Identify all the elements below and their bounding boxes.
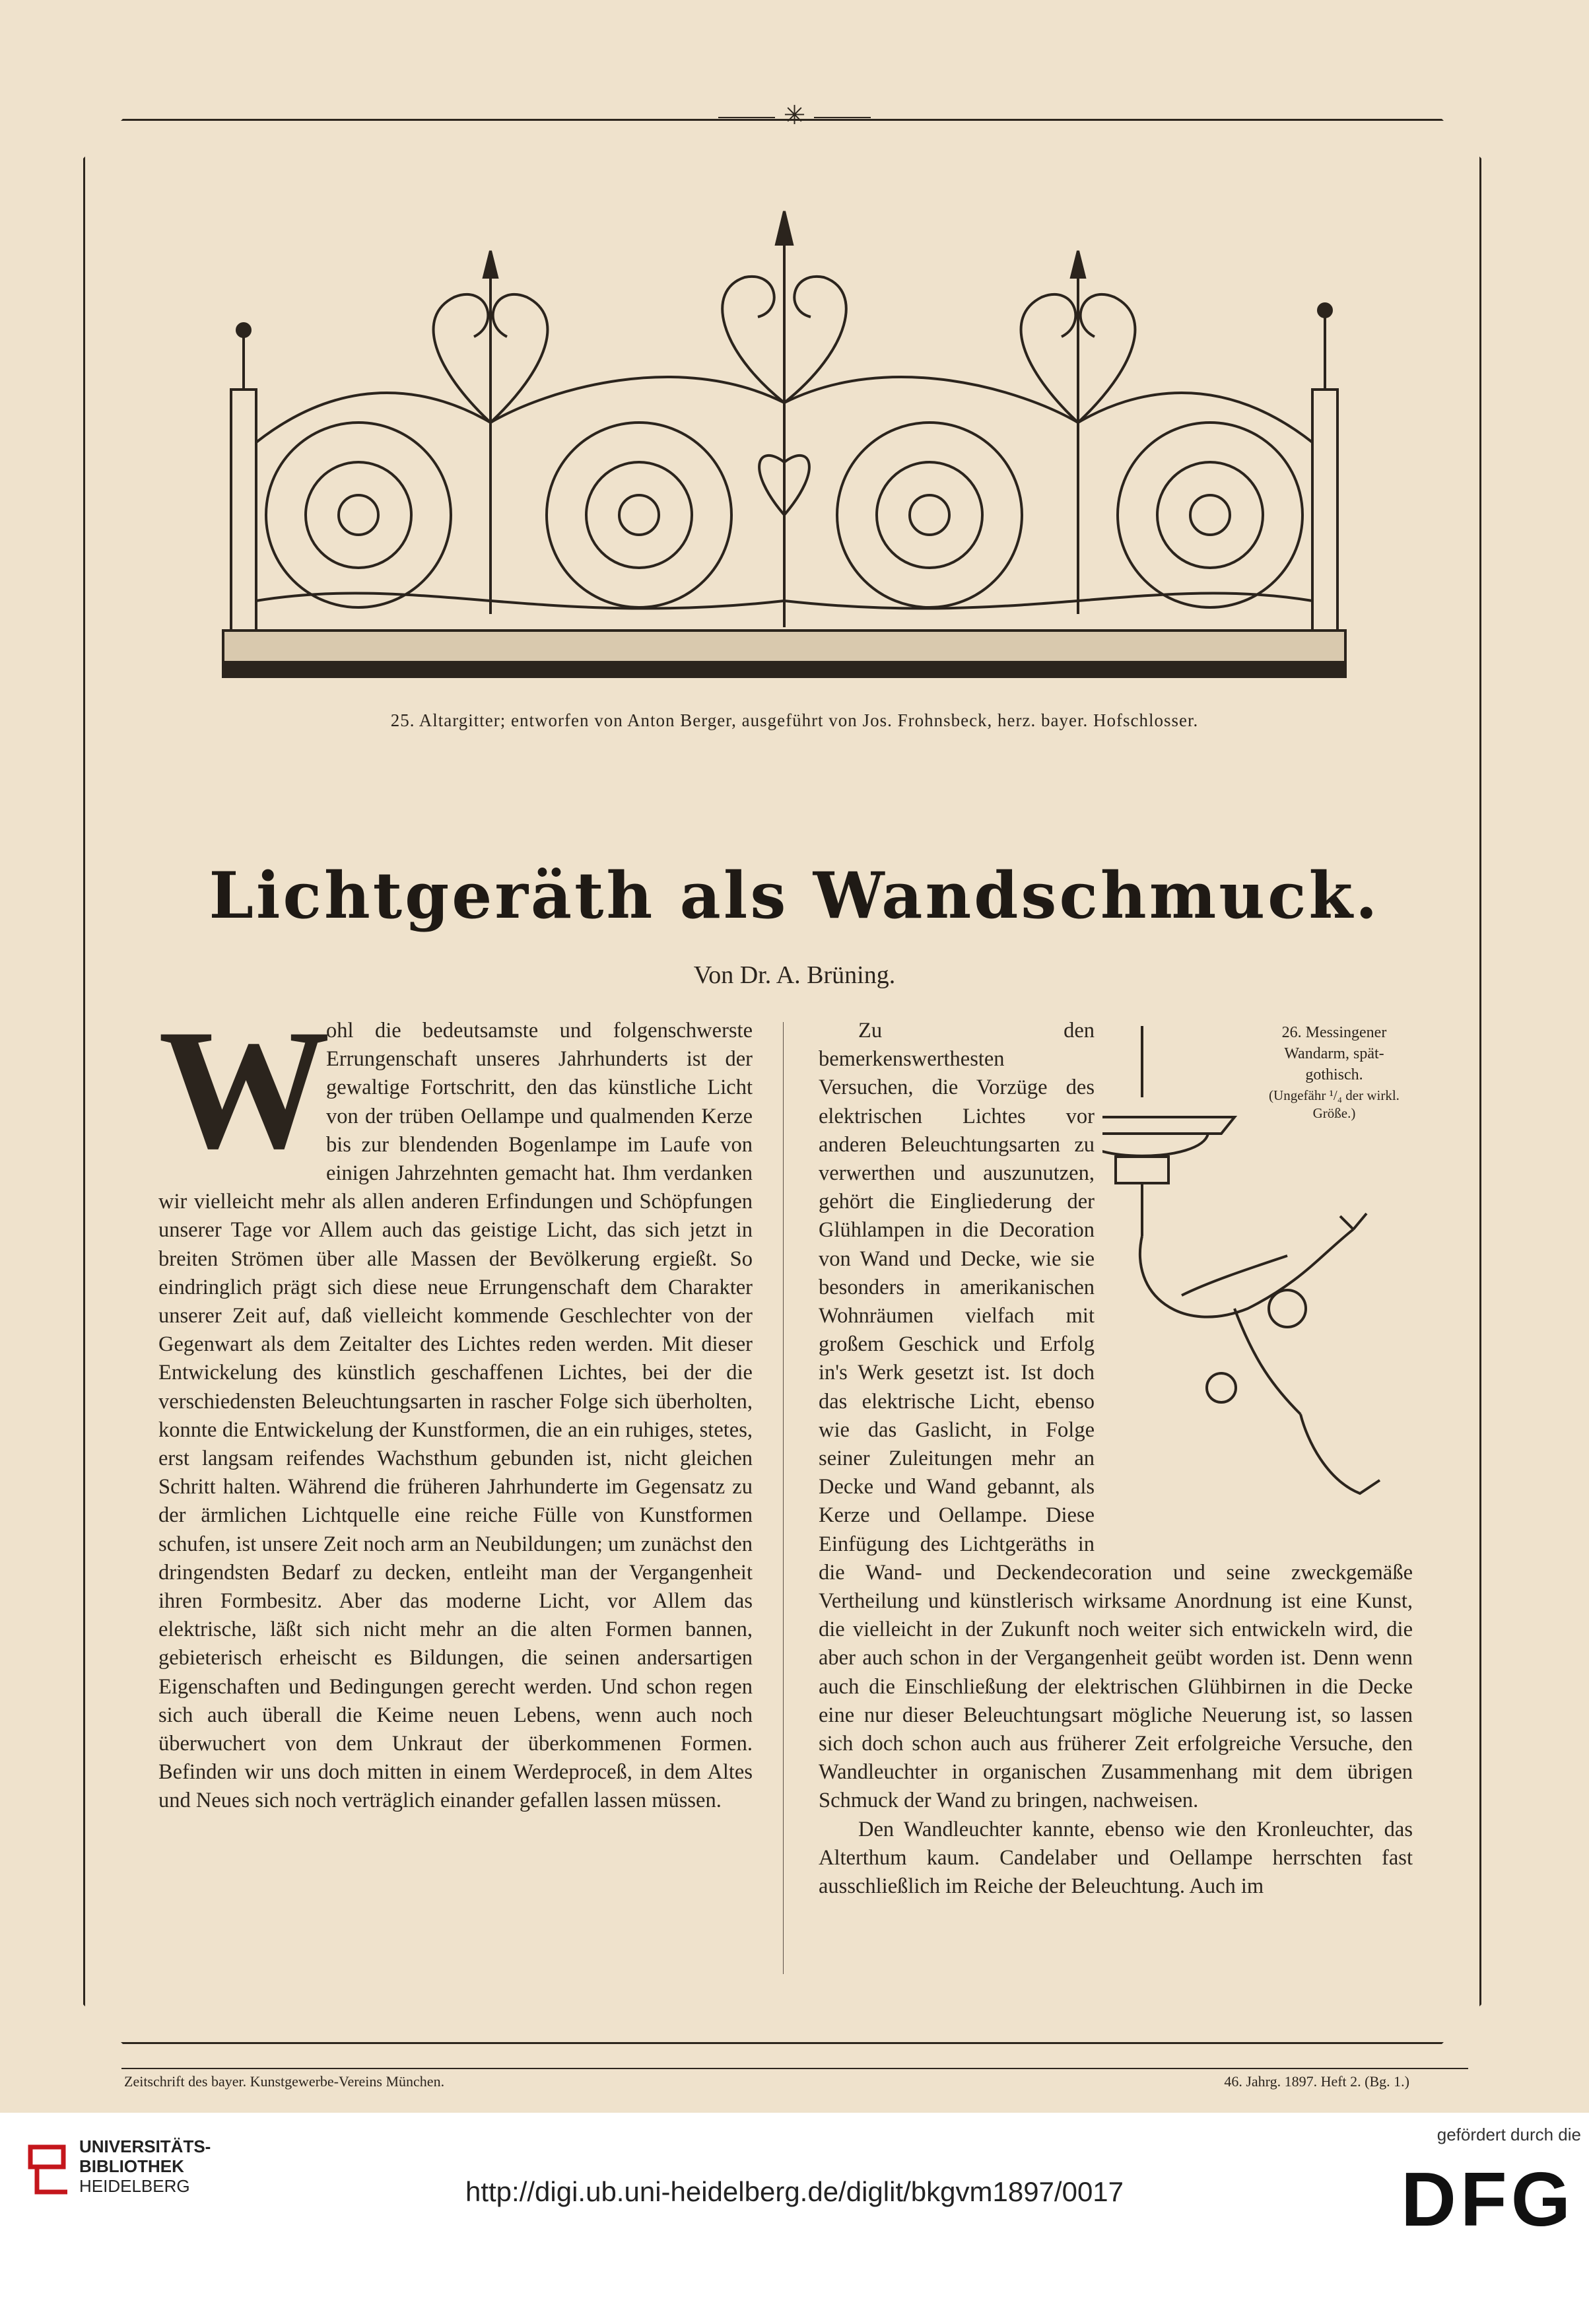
footer-rule xyxy=(121,2068,1468,2069)
right-column xyxy=(819,1017,1413,1901)
altar-grille-illustration xyxy=(217,205,1352,713)
paragraph-electric-light: Zu den bemerkenswerthesten Versuchen, die Vorzüge des elektrischen Lichtes vor anderen Beleuchtungsarten zu verwerthen und auszunutzen, gehört die Eingliederung der Glühlampen in die Decoration von Wand und Decke, wie sie besonders in amerikanischen Wohnräumen vielfach mit großem Geschick und Erfolg in's Werk gesetzt ist. Ist doch das elektrische Licht, ebenso wie das Gaslicht, in Folge seiner Zuleitungen mehr an Decke und Wand gebannt, als Kerze und Oellampe. Diese Einfügung des Lichtgeräths in die Wand- und Deckendecoration und seine zweckgemäße Vertheilung und künstlerisch wirksame Anordnung ist eine Kunst, die vielleicht in der Zukunft noch weiter sich entwickeln wird, die aber auch schon in der Vergangenheit geübt worden ist. Denn wenn auch die Einschließung der elektrischen Glühbirnen in die Decke eine nur dieser Beleuchtungsart mögliche Neuerung ist, so lassen sich doch schon auch aus früherer Zeit erfolgreiche Versuche, den Wandleuchter in organischen Zusammenhang mit dem übrigen Schmuck der Wand zu bringen, nachweisen. xyxy=(819,1019,1413,1813)
library-name-line2: BIBLIOTHEK xyxy=(79,2156,184,2176)
ornament-line-left xyxy=(718,117,775,118)
figure-25-caption: 25. Altargitter; entworfen von Anton Berger, ausgeführt von Jos. Frohnsbeck, herz. bayer. Hofschlosser. xyxy=(390,710,1199,730)
top-ornament xyxy=(0,100,1589,131)
paragraph-intro: ohl die bedeutsamste und folgenschwerste Errungenschaft unseres Jahrhunderts ist der gewaltige Fortschritt, den das künstliche Licht von der trüben Oellampe und qualmenden Kerze bis zur blendenden Bogenlampe im Laufe von einigen Jahrzehnten gemacht hat. Ihm verdanken wir vielleicht mehr als allen anderen Erfindungen und Schöpfungen unserer Tage vor Allem auch das geistige Licht, das sich jetzt in breiten Strömen über alle Massen der Bevölkerung ergießt. So eindringlich prägt sich diese neue Errungenschaft dem Charakter unserer Zeit auf, daß vielleicht kommende Geschlechter von der Gegenwart als dem Zeitalter des Lichtes reden werden. Mit dieser Entwickelung des künstlich geschaffenen Lichtes, bei der die verschiedensten Beleuchtungsarten in rascher Folge sich überholten, konnte die Entwickelung der Kunstformen, die an ein ruhiges, stetes, erst langsam reifendes Wachsthum gebunden ist, nicht gleichen Schritt halten. Während die früheren Jahrhunderte im Gegensatz zu der ärmlichen Lichtquelle eine reiche Fülle von Kunstformen schufen, ist unsere Zeit noch arm an Neubildungen; um zunächst den dringendsten Bedarf zu decken, entleiht man der Vergangenheit ihren Formbesitz. Aber das moderne Licht, vor Allem das elektrische, läßt sich nicht mehr an die alten Formen bannen, gebieterisch erheischt es Bildungen, die seinen andersartigen Eigenschaften und Bedingungen gerecht werden. Und schon regen sich auch überall die Keime neuen Lebens, wenn auch noch überwuchert von dem Unkraut der überkommenen Formen. Befinden wir uns doch mitten in einem Werdeproceß, in dem Altes und Neues sich noch verträglich einander gefallen lassen müssen. xyxy=(158,1019,753,1813)
column-divider xyxy=(783,1022,784,1974)
permalink-url[interactable]: http://digi.ub.uni-heidelberg.de/diglit/bkgvm1897/0017 xyxy=(465,2176,1124,2207)
left-column xyxy=(158,994,753,1816)
funding-label: gefördert durch die xyxy=(1437,2125,1581,2144)
figure-26 xyxy=(1102,1018,1419,1546)
dfg-logo: DFG xyxy=(1401,2156,1574,2242)
issue-info: 46. Jahrg. 1897. Heft 2. (Bg. 1.) xyxy=(1224,2073,1409,2090)
figure-26-caption-line1: 26. Messingener xyxy=(1281,1024,1387,1041)
dropcap-initial: W xyxy=(158,994,330,1184)
figure-26-caption-line3: gothisch. xyxy=(1305,1066,1363,1083)
figure-26-caption xyxy=(1252,1022,1417,1122)
article-title: Lichtgeräth als Wandschmuck. xyxy=(209,858,1380,933)
author-line: Von Dr. A. Brüning. xyxy=(693,961,896,989)
paragraph-wall-sconce: Den Wandleuchter kannte, ebenso wie den Kronleuchter, das Alterthum kaum. Candelaber und Oellampe herrschten fast ausschließlich im Reiche der Beleuchtung. Auch im xyxy=(819,1817,1413,1899)
figure-26-scale-note: (Ungefähr ¹/₄ der wirkl. Größe.) xyxy=(1269,1087,1400,1121)
ornament-line-right xyxy=(814,117,871,118)
digitization-bar xyxy=(0,2113,1589,2324)
library-name-line1: UNIVERSITÄTS- xyxy=(79,2136,211,2156)
asterism-icon: ✳ xyxy=(783,100,806,131)
journal-name: Zeitschrift des bayer. Kunstgewerbe-Vereins München. xyxy=(124,2073,445,2090)
library-name-line3: HEIDELBERG xyxy=(79,2176,190,2196)
figure-26-caption-line2: Wandarm, spät- xyxy=(1284,1045,1384,1062)
